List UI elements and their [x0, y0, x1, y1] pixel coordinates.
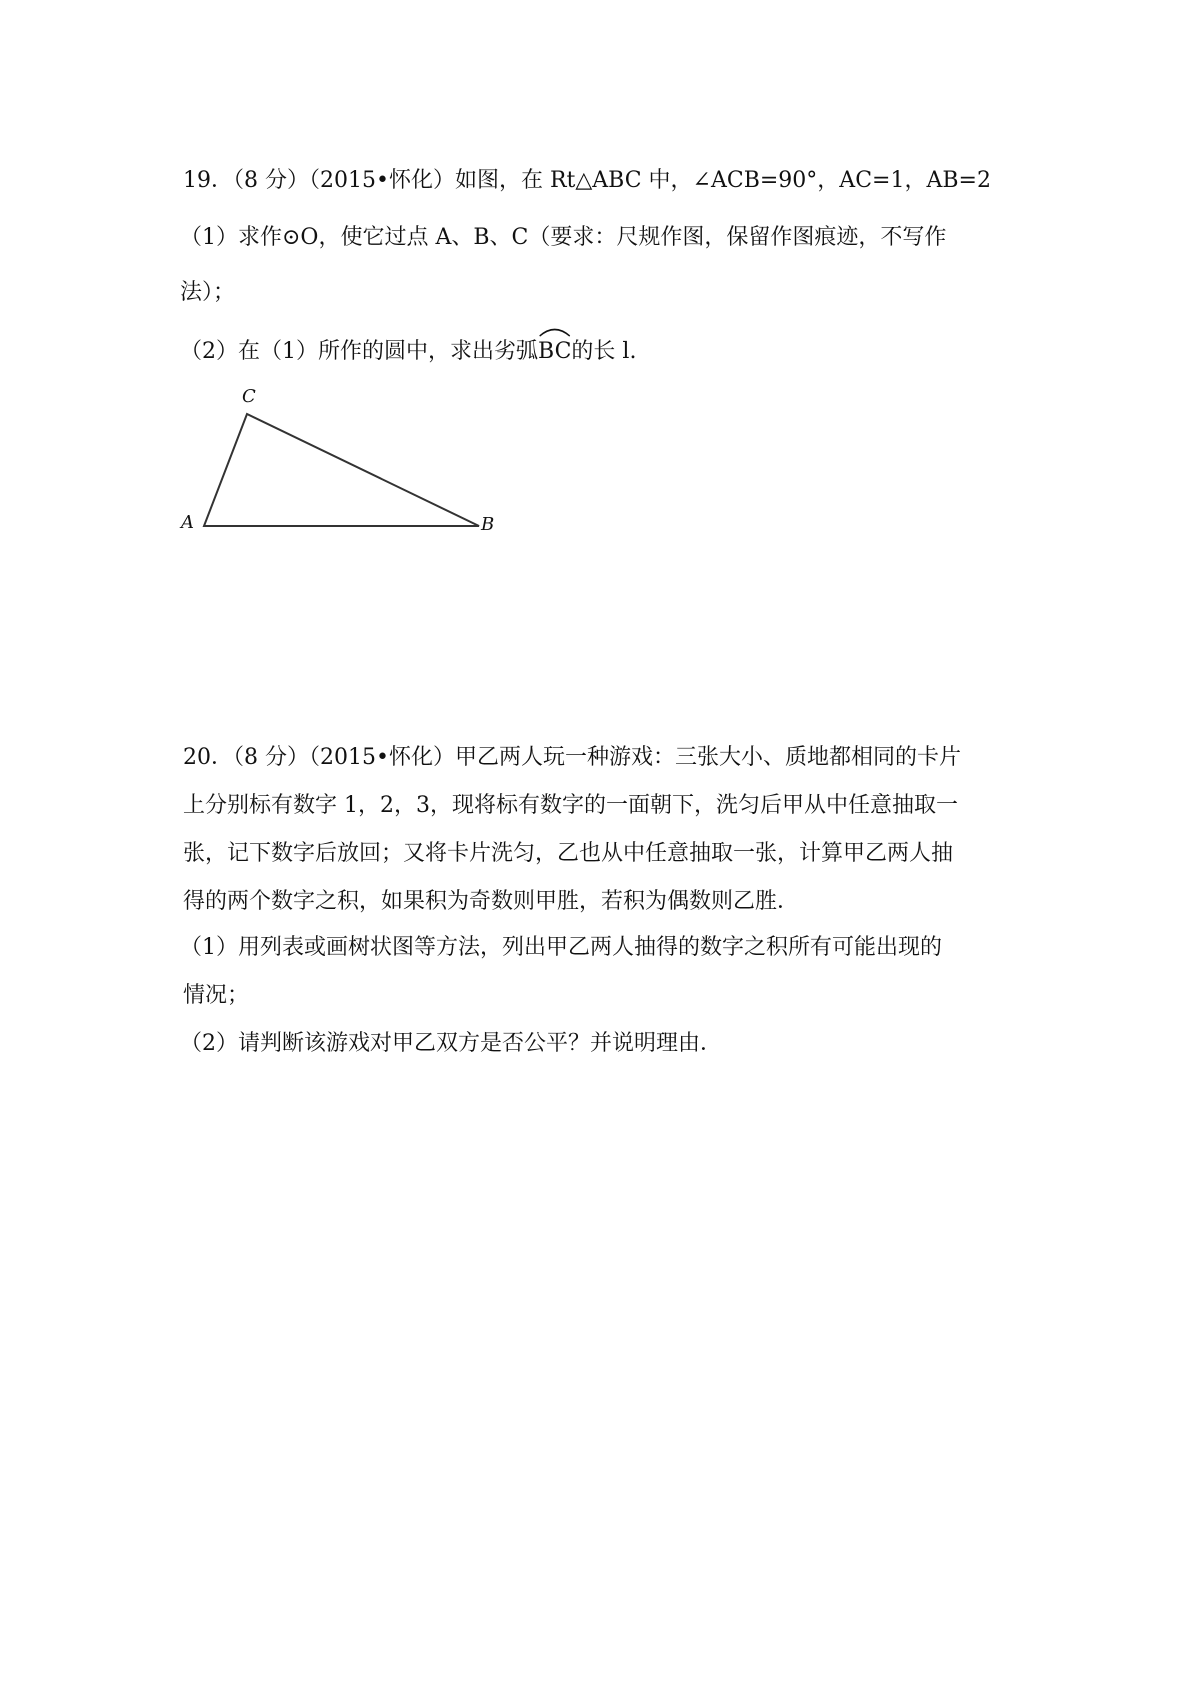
q20-part2: （2）请判断该游戏对甲乙双方是否公平？并说明理由．: [180, 1031, 722, 1056]
triangle-abc: [204, 414, 479, 526]
q20-line4: 得的两个数字之积，如果积为奇数则甲胜，若积为偶数则乙胜．: [183, 889, 800, 914]
vertex-label-c: C: [242, 386, 256, 407]
arc-bc-label: BC: [538, 339, 572, 364]
q20-part1-line1: （1）用列表或画树状图等方法，列出甲乙两人抽得的数字之积所有可能出现的: [180, 935, 942, 960]
q19-part1-line1: （1）求作⊙O，使它过点 A、B、C（要求：尺规作图，保留作图痕迹，不写作: [180, 225, 947, 250]
arc-symbol-icon: [538, 325, 571, 337]
vertex-label-a: A: [181, 512, 194, 533]
q19-part2-prefix: （2）在（1）所作的圆中，求出劣弧: [180, 339, 538, 364]
q20-part1-line2: 情况；: [183, 983, 250, 1008]
q19-header: 19．（8 分）（2015•怀化）如图，在 Rt△ABC 中，∠ACB=90°，AC=1，AB=2: [183, 168, 991, 193]
q20-line3: 张，记下数字后放回；又将卡片洗匀，乙也从中任意抽取一张，计算甲乙两人抽: [183, 841, 954, 866]
q19-part2-suffix: 的长 l.: [571, 339, 637, 364]
q20-line1: 20．（8 分）（2015•怀化）甲乙两人玩一种游戏：三张大小、质地都相同的卡片: [183, 745, 961, 770]
q20-line2: 上分别标有数字 1，2，3，现将标有数字的一面朝下，洗匀后甲从中任意抽取一: [183, 793, 958, 818]
arc-bc-notation: [538, 337, 571, 367]
triangle-figure: [176, 386, 506, 538]
q19-part2: [180, 337, 636, 367]
q19-part1-line2: 法）；: [180, 280, 236, 305]
vertex-label-b: B: [481, 514, 495, 535]
triangle-abc-diagram: [176, 386, 506, 538]
